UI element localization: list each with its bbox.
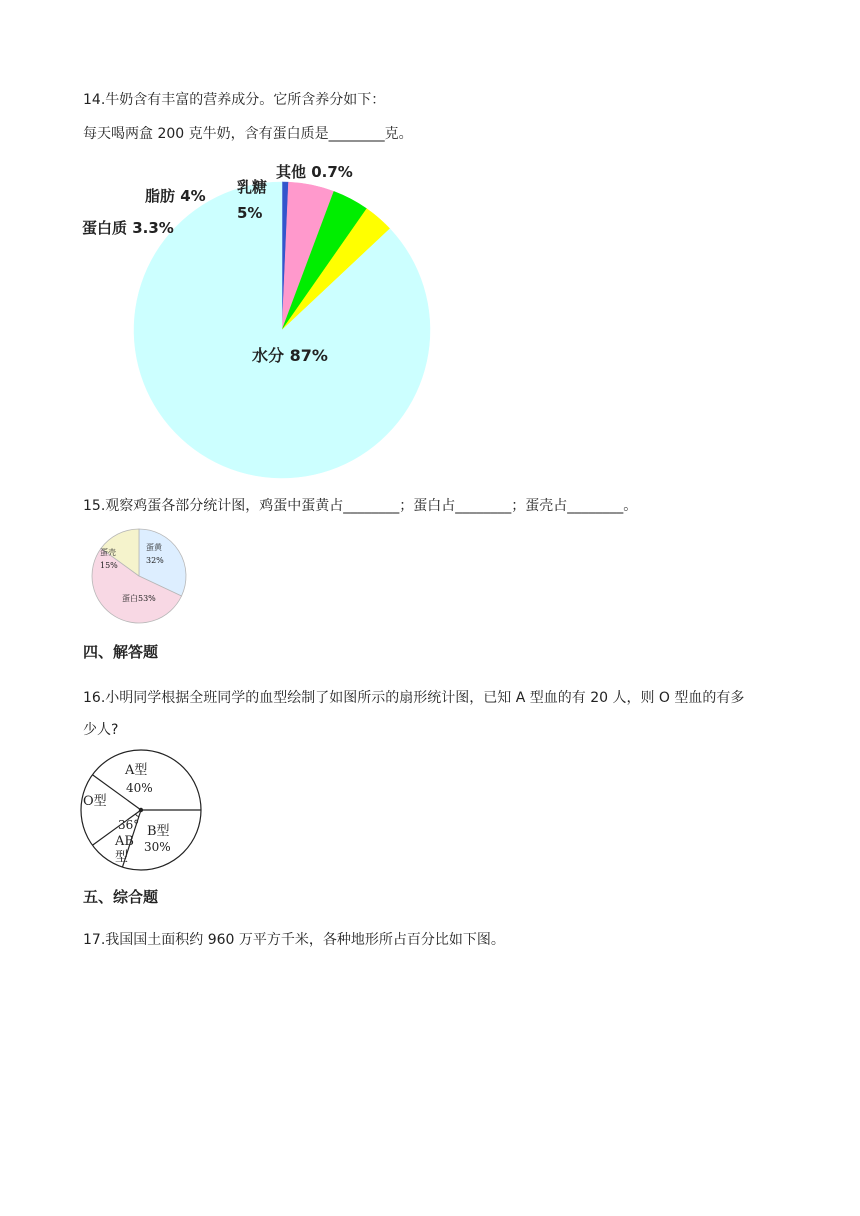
blood-label-b-pct: 30% [144, 840, 171, 854]
blood-label-o-name: O型 [83, 794, 107, 809]
milk-label-pct-4: 87% [289, 346, 328, 365]
section-4-heading: 四、解答题 [83, 643, 159, 661]
blood-label-b-name: B型 [147, 824, 170, 839]
blood-label-ab-angle: 36° [118, 818, 140, 832]
milk-label-0 [276, 163, 353, 181]
milk-label-pct-3: 3.3% [132, 219, 174, 237]
q16-text-line1: 16.小明同学根据全班同学的血型绘制了如图所示的扇形统计图，已知 A 型血的有 20 人，则 O 型血的有多 [83, 690, 745, 706]
milk-nutrition-pie-chart [80, 160, 480, 480]
milk-label-name-3: 蛋白质 [82, 219, 133, 237]
milk-label-pct-2: 4% [180, 187, 206, 205]
milk-label-name-1: 乳糖 [237, 178, 268, 196]
q14-question: 每天喝两盒 200 克牛奶，含有蛋白质是________克。 [83, 126, 413, 142]
milk-label-name-0: 其他 [276, 163, 312, 181]
milk-label-4 [252, 346, 328, 365]
milk-label-1 [237, 178, 267, 196]
egg-label-shell-name: 蛋壳 [100, 548, 116, 557]
egg-label-yolk-name: 蛋黄 [146, 543, 162, 552]
blood-label-a-name: A型 [125, 763, 148, 778]
section-5-heading: 五、综合题 [83, 888, 159, 906]
blood-pie-center [139, 808, 143, 812]
milk-label-3 [82, 219, 174, 237]
egg-parts-pie-chart [86, 528, 196, 628]
egg-label-white: 蛋白53% [122, 594, 156, 603]
milk-label-name-4: 水分 [252, 346, 290, 365]
milk-label-name-2: 脂肪 [145, 187, 181, 205]
milk-label-pct-lactose: 5% [237, 204, 263, 222]
blood-label-a-pct: 40% [126, 781, 153, 795]
milk-label-2 [145, 187, 206, 205]
egg-label-shell-pct: 15% [100, 561, 118, 570]
egg-label-yolk-pct: 32% [146, 556, 164, 565]
q15-question: 15.观察鸡蛋各部分统计图，鸡蛋中蛋黄占________；蛋白占________；蛋壳占________。 [83, 498, 638, 514]
q17-text: 17.我国国土面积约 960 万平方千米，各种地形所占百分比如下图。 [83, 932, 505, 948]
blood-type-pie-chart [78, 748, 208, 873]
blood-label-ab-name-1: AB [115, 834, 134, 849]
blood-label-ab-name-2: 型 [115, 850, 129, 865]
q16-text-line2: 少人? [83, 722, 119, 738]
q14-text: 14.牛奶含有丰富的营养成分。它所含养分如下： [83, 92, 386, 108]
milk-label-pct-0: 0.7% [311, 163, 353, 181]
